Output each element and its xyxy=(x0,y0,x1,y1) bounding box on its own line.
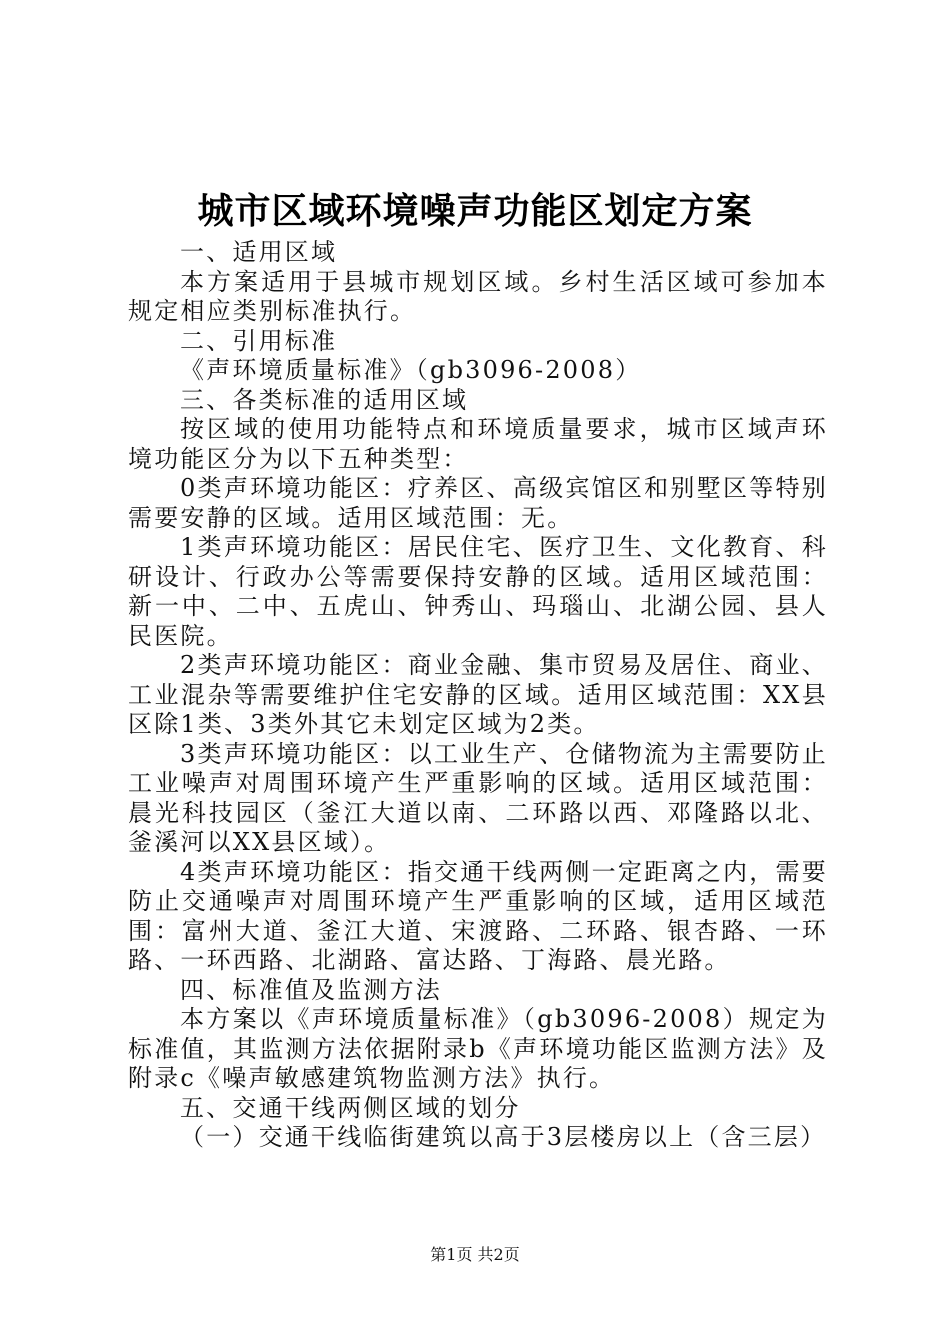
paragraph-zone-3: 3类声环境功能区：以工业生产、仓储物流为主需要防止工业噪声对周围环境产生严重影响的区域。适用区域范围：晨光科技园区（釜江大道以南、二环路以西、邓隆路以北、釜溪河以XX县区域）。 xyxy=(128,739,828,856)
paragraph-zone-4: 4类声环境功能区：指交通干线两侧一定距离之内，需要防止交通噪声对周围环境产生严重影响的区域，适用区域范围：富州大道、釜江大道、宋渡路、二环路、银杏路、一环路、一环西路、北湖路、富达路、丁海路、晨光路。 xyxy=(128,857,828,974)
section-heading-4: 四、标准值及监测方法 xyxy=(180,975,442,1004)
section-heading-1: 一、适用区域 xyxy=(180,238,338,266)
paragraph-subsection-1: （一）交通干线临街建筑以高于3层楼房以上（含三层） xyxy=(180,1123,827,1151)
paragraph-monitoring: 本方案以《声环境质量标准》（gb3096-2008）规定为标准值，其监测方法依据附录b《声环境功能区监测方法》及附录c《噪声敏感建筑物监测方法》执行。 xyxy=(128,1005,828,1092)
paragraph-zone-0: 0类声环境功能区：疗养区、高级宾馆区和别墅区等特别需要安静的区域。适用区域范围：无。 xyxy=(128,474,828,532)
paragraph-zone-1: 1类声环境功能区：居民住宅、医疗卫生、文化教育、科研设计、行政办公等需要保持安静的区域。适用区域范围：新一中、二中、五虎山、钟秀山、玛瑙山、北湖公园、县人民医院。 xyxy=(128,533,828,650)
document-title: 城市区域环境噪声功能区划定方案 xyxy=(197,190,753,232)
paragraph-zone-2: 2类声环境功能区：商业金融、集市贸易及居住、商业、工业混杂等需要维护住宅安静的区域。适用区域范围：XX县区除1类、3类外其它未划定区域为2类。 xyxy=(128,651,828,738)
document-body xyxy=(128,238,828,1153)
section-heading-2: 二、引用标准 xyxy=(180,326,338,355)
section-heading-5: 五、交通干线两侧区域的划分 xyxy=(180,1093,521,1122)
section-heading-3: 三、各类标准的适用区域 xyxy=(180,385,469,414)
paragraph-zone-intro: 按区域的使用功能特点和环境质量要求，城市区域声环境功能区分为以下五种类型： xyxy=(128,415,828,473)
paragraph-scope: 本方案适用于县城市规划区域。乡村生活区域可参加本规定相应类别标准执行。 xyxy=(128,267,828,325)
paragraph-standard-reference: 《声环境质量标准》（gb3096-2008） xyxy=(180,356,642,384)
page-number-footer: 第1页 共2页 xyxy=(430,1245,520,1264)
